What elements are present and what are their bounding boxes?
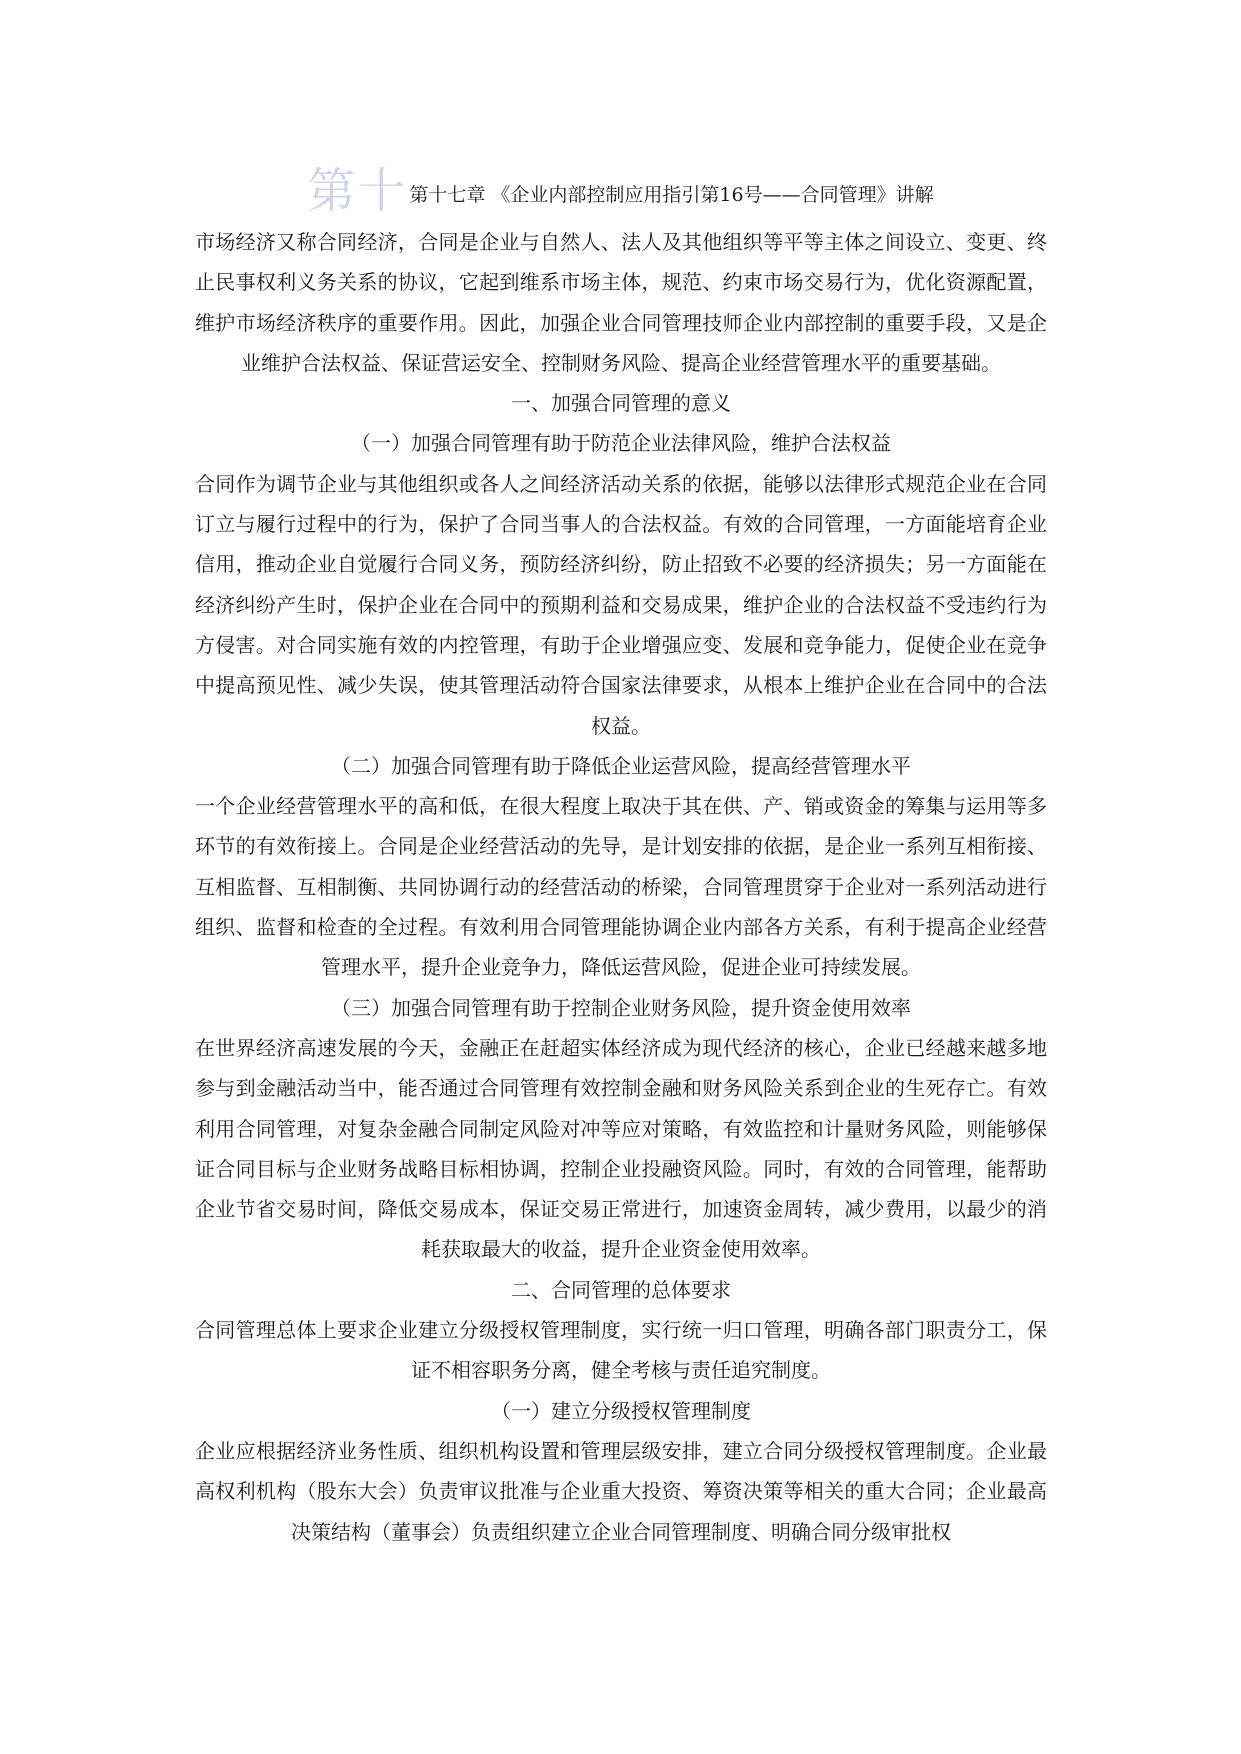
- title-row: [0, 152, 1241, 221]
- body-text: [195, 222, 1047, 1552]
- chapter-title: 第十七章 《企业内部控制应用指引第16号——合同管理》讲解: [409, 184, 934, 206]
- paragraph-1-2: 一个企业经营管理水平的高和低，在很大程度上取决于其在供、产、销或资金的筹集与运用等多环节的有效衔接上。合同是企业经营活动的先导，是计划安排的依据，是企业一系列互相衔接、互相监督、互相制衡、共同协调行动的经营活动的桥梁，合同管理贯穿于企业对一系列活动进行组织、监督和检查的全过程。有效利用合同管理能协调企业内部各方关系，有利于提高企业经营管理水平，提升企业竞争力，降低运营风险，促进企业可持续发展。: [195, 794, 1047, 980]
- paragraph-2: 合同管理总体上要求企业建立分级授权管理制度，实行统一归口管理，明确各部门职责分工，保证不相容职务分离，健全考核与责任追究制度。: [195, 1318, 1047, 1383]
- paragraph-2-1: 企业应根据经济业务性质、组织机构设置和管理层级安排，建立合同分级授权管理制度。企业最高权利机构（股东大会）负责审议批准与企业重大投资、筹资决策等相关的重大合同；企业最高决策结构（董事会）负责组织建立企业合同管理制度、明确合同分级审批权: [195, 1438, 1047, 1544]
- paragraph-1-3: 在世界经济高速发展的今天，金融正在赶超实体经济成为现代经济的核心，企业已经越来越多地参与到金融活动当中，能否通过合同管理有效控制金融和财务风险关系到企业的生死存亡。有效利用合同管理，对复杂金融合同制定风险对冲等应对策略，有效监控和计量财务风险，则能够保证合同目标与企业财务战略目标相协调，控制企业投融资风险。同时，有效的合同管理，能帮助企业节省交易时间，降低交易成本，保证交易正常进行，加速资金周转，减少费用，以最少的消耗获取最大的收益，提升企业资金使用效率。: [195, 1035, 1047, 1262]
- subsection-heading-1-3: （三）加强合同管理有助于控制企业财务风险，提升资金使用效率: [331, 995, 911, 1020]
- paragraph-1-1: 合同作为调节企业与其他组织或各人之间经济活动关系的依据，能够以法律形式规范企业在合同订立与履行过程中的行为，保护了合同当事人的合法权益。有效的合同管理，一方面能培育企业信用，推动企业自觉履行合同义务，预防经济纠纷，防止招致不必要的经济损失；另一方面能在经济纠纷产生时，保护企业在合同中的预期利益和交易成果，维护企业的合法权益不受违约行为方侵害。对合同实施有效的内控管理，有助于企业增强应变、发展和竞争能力，促使企业在竞争中提高预见性、减少失误，使其管理活动符合国家法律要求，从根本上维护企业在合同中的合法权益。: [195, 471, 1047, 738]
- section-heading-2: 二、合同管理的总体要求: [511, 1277, 731, 1302]
- section-heading-1: 一、加强合同管理的意义: [511, 391, 731, 416]
- subsection-heading-1-2: （二）加强合同管理有助于降低企业运营风险，提高经营管理水平: [331, 753, 911, 778]
- paragraph-intro: 市场经济又称合同经济，合同是企业与自然人、法人及其他组织等平等主体之间设立、变更、终止民事权利义务关系的协议，它起到维系市场主体，规范、约束市场交易行为，优化资源配置，维护市场经济秩序的重要作用。因此，加强企业合同管理技师企业内部控制的重要手段，又是企业维护合法权益、保证营运安全、控制财务风险、提高企业经营管理水平的重要基础。: [195, 230, 1047, 375]
- subsection-heading-2-1: （一）建立分级授权管理制度: [491, 1398, 751, 1423]
- subsection-heading-1-1: （一）加强合同管理有助于防范企业法律风险，维护合法权益: [351, 431, 891, 456]
- watermark-text: 第十: [307, 163, 408, 219]
